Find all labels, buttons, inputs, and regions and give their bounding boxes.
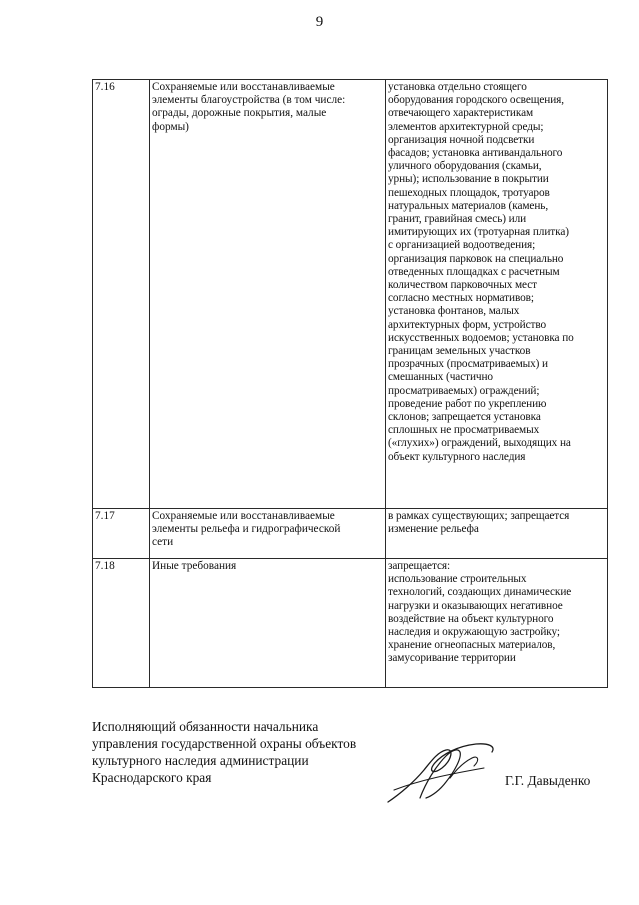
signer-title: Исполняющий обязанности начальника управления государственной охраны объектов культурного наследия администрации Краснодарского края — [92, 719, 357, 785]
element-name: Сохраняемые или восстанавливаемые элементы рельефа и гидрографической сети — [152, 510, 341, 549]
row-number: 7.18 — [95, 560, 115, 572]
table-row — [93, 559, 608, 688]
row-number-cell — [93, 509, 150, 559]
requirements-cell — [386, 559, 608, 688]
requirements-cell — [386, 509, 608, 559]
requirements-text: установка отдельно стоящего оборудования городского освещения, отвечающего характеристикам элементов архитектурной среды; организация ночной подсветки фасадов; установка антивандального уличного оборудования (скамьи, урны); использование в покрытии пешеходных площадок, тротуаров натуральных материалов (камень, гранит, гравийная смесь) или имитирующих их (тротуарная плитка) с организацией водоотведения; организация парковок на специально отведенных площадках с расчетным количеством парковочных мест согласно местных нормативов; установка фонтанов, малых архитектурных форм, устройство искусственных водоемов; установка по границам земельных участков прозрачных (просматриваемых) и смешанных (частично просматриваемых) ограждений; проведение работ по укреплению склонов; запрещается установка сплошных не просматриваемых («глухих») ограждений, выходящих на объект культурного наследия — [388, 81, 574, 463]
signer-name: Г.Г. Давыденко — [505, 773, 591, 788]
element-name-cell — [150, 80, 386, 509]
requirements-cell — [386, 80, 608, 509]
row-number: 7.16 — [95, 81, 115, 93]
element-name-cell — [150, 559, 386, 688]
element-name: Сохраняемые или восстанавливаемые элементы благоустройства (в том числе: ограды, дорожные покрытия, малые формы) — [152, 81, 346, 133]
requirements-table — [92, 79, 608, 688]
table-row — [93, 509, 608, 559]
signature-block — [92, 718, 612, 798]
page-number: 9 — [315, 14, 324, 30]
requirements-text: запрещается: использование строительных технологий, создающих динамические нагрузки и оказывающих негативное воздействие на объект культурного наследия и окружающую застройку; хранение огнеопасных материалов, замусоривание территории — [388, 560, 572, 665]
handwritten-signature — [380, 732, 500, 812]
row-number: 7.17 — [95, 510, 115, 522]
row-number-cell — [93, 559, 150, 688]
table-row — [93, 80, 608, 509]
element-name: Иные требования — [152, 560, 237, 572]
row-number-cell — [93, 80, 150, 509]
requirements-text: в рамках существующих; запрещается изменение рельефа — [388, 510, 570, 536]
element-name-cell — [150, 509, 386, 559]
